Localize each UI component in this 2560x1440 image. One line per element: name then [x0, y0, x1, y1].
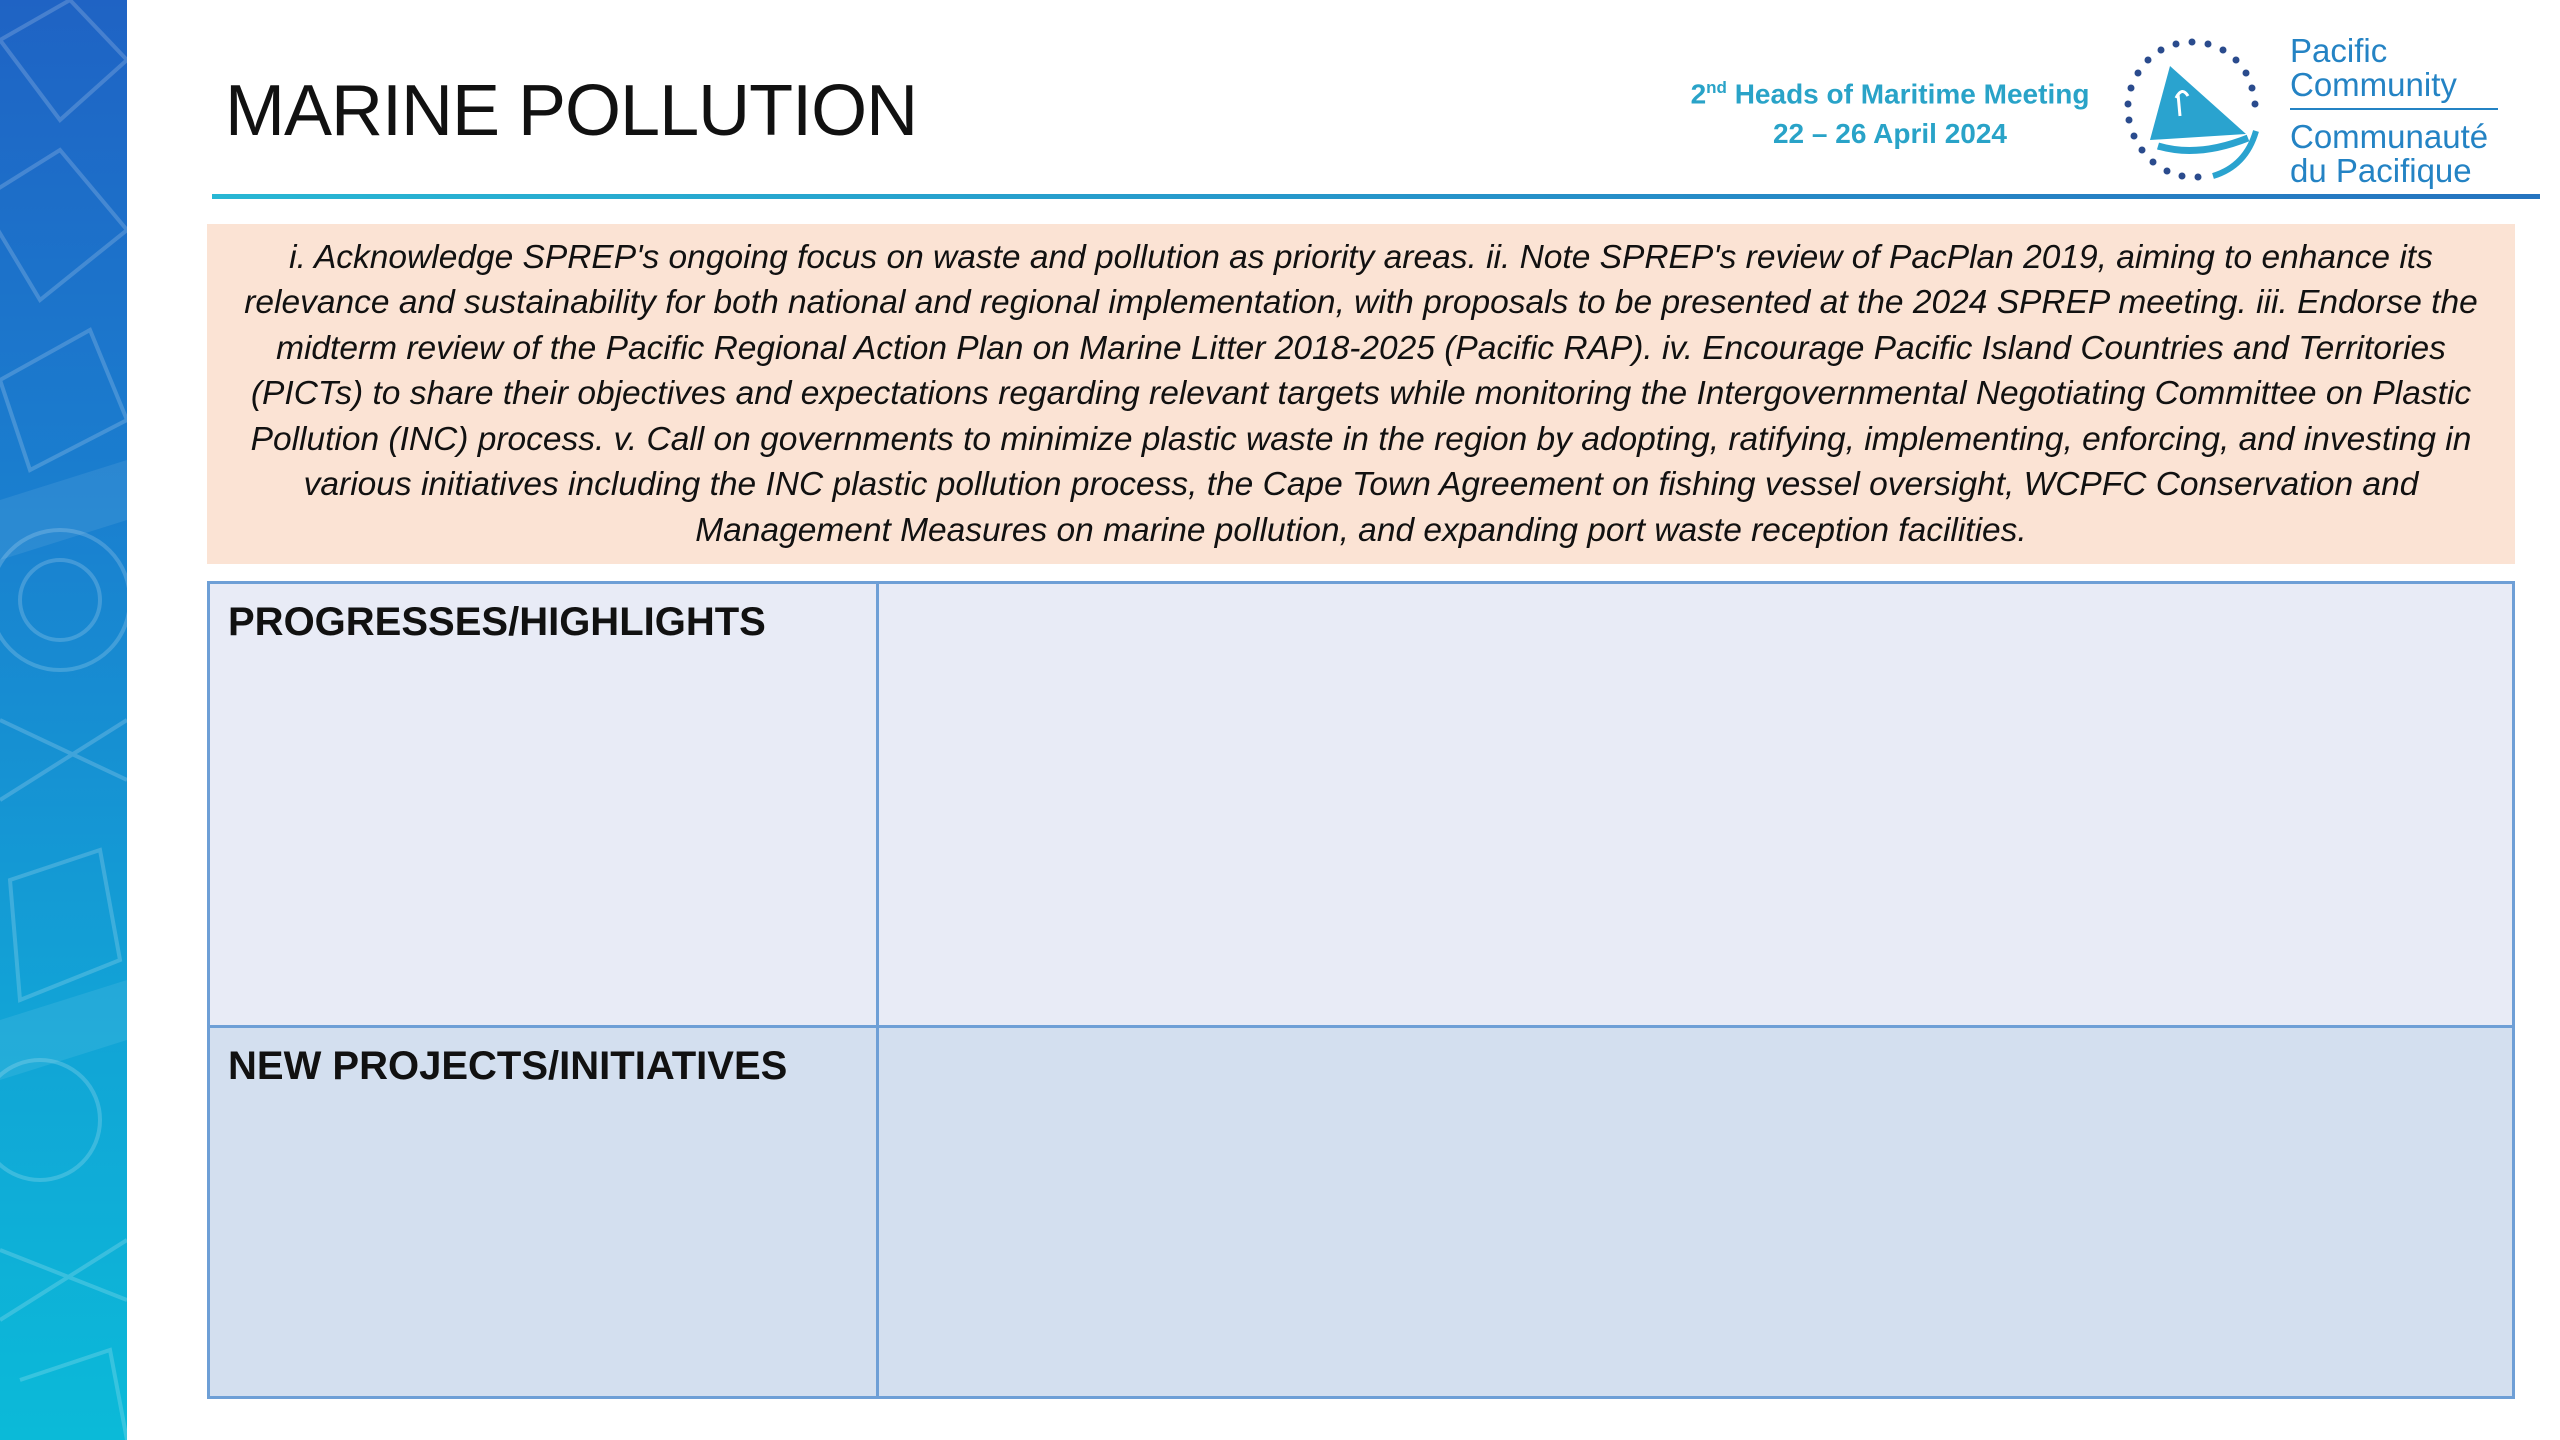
meeting-name-text: Heads of Maritime Meeting [1726, 78, 2090, 110]
meeting-ordinal-suffix: nd [1706, 78, 1727, 97]
table-row-label-cell [210, 584, 879, 1028]
meeting-info [1660, 68, 2120, 154]
progresses-highlights-label: PROGRESSES/HIGHLIGHTS [228, 600, 766, 644]
resolution-box [207, 224, 2515, 564]
decorative-side-band [0, 0, 127, 1440]
logo-text-en-line2: Community [2290, 66, 2457, 103]
logo-divider [2290, 108, 2498, 110]
status-table [207, 581, 2515, 1399]
tapa-pattern-icon [0, 0, 127, 1440]
pacific-community-emblem-icon [2118, 36, 2266, 186]
resolution-text: i. Acknowledge SPREP's ongoing focus on waste and pollution as priority areas. ii. Note SPREP's review of PacPlan 2019, aiming to enhance its relevance and sustainability for both national and regional implementation, with proposals to be presented at the 2024 SPREP meeting. iii. Endorse the midterm review of the Pacific Regional Action Plan on Marine Litter 2018-2025 (Pacific RAP). iv. Encourage Pacific Island Countries and Territories (PICTs) to share their objectives and expectations regarding relevant targets while monitoring the Intergovernmental Negotiating Committee on Plastic Pollution (INC) process. v. Call on governments to minimize plastic waste in the region by adopting, ratifying, implementing, enforcing, and investing in various initiatives including the INC plastic pollution process, the Cape Town Agreement on fishing vessel oversight, WCPFC Conservation and Management Measures on marine pollution, and expanding port waste reception facilities. [244, 239, 2478, 549]
logo-text-en-line1: Pacific [2290, 32, 2388, 69]
progresses-highlights-content[interactable] [879, 584, 2512, 1028]
meeting-ordinal: 2 [1690, 78, 1707, 110]
new-projects-initiatives-label: NEW PROJECTS/INITIATIVES [228, 1044, 788, 1088]
slide-title: MARINE POLLUTION [225, 71, 918, 151]
table-row-label-cell [210, 1028, 879, 1396]
logo-text-fr-line1: Communauté [2290, 118, 2489, 155]
logo-text-fr-line2: du Pacifique [2290, 152, 2472, 189]
title-divider [212, 194, 2540, 199]
pacific-community-wordmark [2290, 34, 2530, 188]
new-projects-initiatives-content[interactable] [879, 1028, 2512, 1396]
meeting-dates: 22 – 26 April 2024 [1772, 118, 2007, 150]
meeting-name [1660, 68, 2120, 114]
